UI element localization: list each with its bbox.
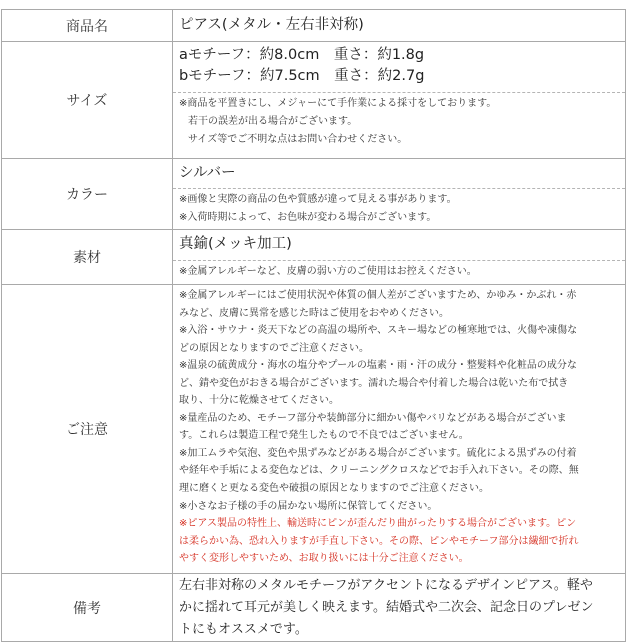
value-product-name-cell bbox=[173, 10, 626, 42]
caution-warning-line: ※ピアス製品の特性上、輸送時にピンが歪んだり曲がったりする場合がございます。ピン bbox=[179, 518, 577, 530]
size-note-2: 若干の誤差が出る場合がございます。 bbox=[188, 116, 358, 127]
row-caution bbox=[2, 285, 626, 574]
value-color-cell bbox=[173, 159, 626, 230]
caution-warning-line: やすく変形しやすいため、お取り扱いには十分ご注意ください。 bbox=[179, 553, 469, 565]
caution-line: ※温泉の硫黄成分・海水の塩分やプールの塩素・雨・汗の成分・整髪料や化粧品の成分な bbox=[179, 360, 577, 372]
caution-line: 理に磨くと更なる変色や破損の原因となりますのでご注意ください。 bbox=[179, 483, 489, 495]
caution-line: ど、錆や変色がおきる場合がございます。濡れた場合や付着した場合は乾いた布で拭き bbox=[179, 377, 569, 389]
label-product-name: 商品名 bbox=[2, 10, 173, 42]
size-line-a: aモチーフ：約8.0cm 重さ：約1.8g bbox=[179, 47, 425, 63]
color-value: シルバー bbox=[179, 165, 236, 181]
product-spec-table bbox=[1, 9, 626, 642]
caution-line: す。これらは製造工程で発生したもので不良ではございません。 bbox=[179, 430, 469, 442]
caution-line: みなど、皮膚に異常を感じた時はご使用をおやめください。 bbox=[179, 307, 449, 319]
caution-line: ※金属アレルギーにはご使用状況や体質の個人差がございますため、かゆみ・かぶれ・赤 bbox=[179, 290, 577, 301]
row-remarks bbox=[2, 574, 626, 642]
row-product-name bbox=[2, 10, 626, 42]
size-line-b: bモチーフ：約7.5cm 重さ：約2.7g bbox=[179, 68, 425, 84]
caution-line: や経年や手垢による変色などは、クリーニングクロスなどでお手入れ下さい。その際、無 bbox=[179, 465, 579, 477]
value-remarks-cell bbox=[173, 574, 626, 642]
label-caution: ご注意 bbox=[2, 285, 173, 574]
remarks-line: かに揺れて耳元が美しく映えます。結婚式や二次会、記念日のプレゼン bbox=[179, 600, 594, 615]
value-caution-cell bbox=[173, 285, 626, 574]
caution-line: ※量産品のため、モチーフ部分や装飾部分に細かい傷やバリなどがある場合がございま bbox=[179, 412, 567, 424]
size-note-3: サイズ等でご不明な点はお問い合わせください。 bbox=[188, 134, 408, 145]
caution-line: ※入浴・サウナ・炎天下などの高温の場所や、スキー場などの極寒地では、火傷や凍傷な bbox=[179, 325, 578, 337]
product-name-value: ピアス(メタル・左右非対称) bbox=[179, 16, 364, 33]
material-notes bbox=[173, 260, 625, 283]
label-remarks: 備考 bbox=[2, 574, 173, 642]
size-note-1: ※商品を平置きにし、メジャーにて手作業による採寸をしております。 bbox=[179, 98, 497, 109]
value-material-cell bbox=[173, 230, 626, 285]
row-color bbox=[2, 159, 626, 230]
label-color: カラー bbox=[2, 159, 173, 230]
row-size bbox=[2, 42, 626, 159]
material-note-1: ※金属アレルギーなど、皮膚の弱い方のご使用はお控えください。 bbox=[179, 266, 477, 277]
caution-line: ※加工ムラや気泡、変色や黒ずみなどがある場合がございます。硫化による黒ずみの付着 bbox=[179, 447, 577, 459]
label-size: サイズ bbox=[2, 42, 173, 159]
material-value: 真鍮(メッキ加工) bbox=[179, 236, 292, 252]
value-size-cell bbox=[173, 42, 626, 159]
size-lines bbox=[173, 42, 625, 89]
remarks-line: 左右非対称のメタルモチーフがアクセントになるデザインピアス。軽や bbox=[179, 578, 593, 593]
caution-line: 取り、十分に乾燥させてください。 bbox=[179, 395, 339, 407]
remarks-line: トにもオススメです。 bbox=[179, 622, 308, 637]
caution-warning-line: は柔らかい為、恐れ入りますが手直し下さい。その際、ピンやモチーフ部分は繊細で折れ bbox=[179, 535, 579, 547]
color-note-1: ※画像と実際の商品の色や質感が違って見える事があります。 bbox=[179, 194, 457, 205]
size-notes bbox=[173, 92, 625, 151]
remarks-text bbox=[173, 574, 625, 641]
caution-list bbox=[173, 285, 625, 568]
caution-line: ※小さなお子様の手の届かない場所に保管してください。 bbox=[179, 500, 438, 512]
caution-line: どの原因となりますのでご注意ください。 bbox=[179, 342, 369, 354]
label-material: 素材 bbox=[2, 230, 173, 285]
row-material bbox=[2, 230, 626, 285]
color-note-2: ※入荷時期によって、お色味が変わる場合がございます。 bbox=[179, 212, 437, 223]
color-notes bbox=[173, 188, 625, 229]
